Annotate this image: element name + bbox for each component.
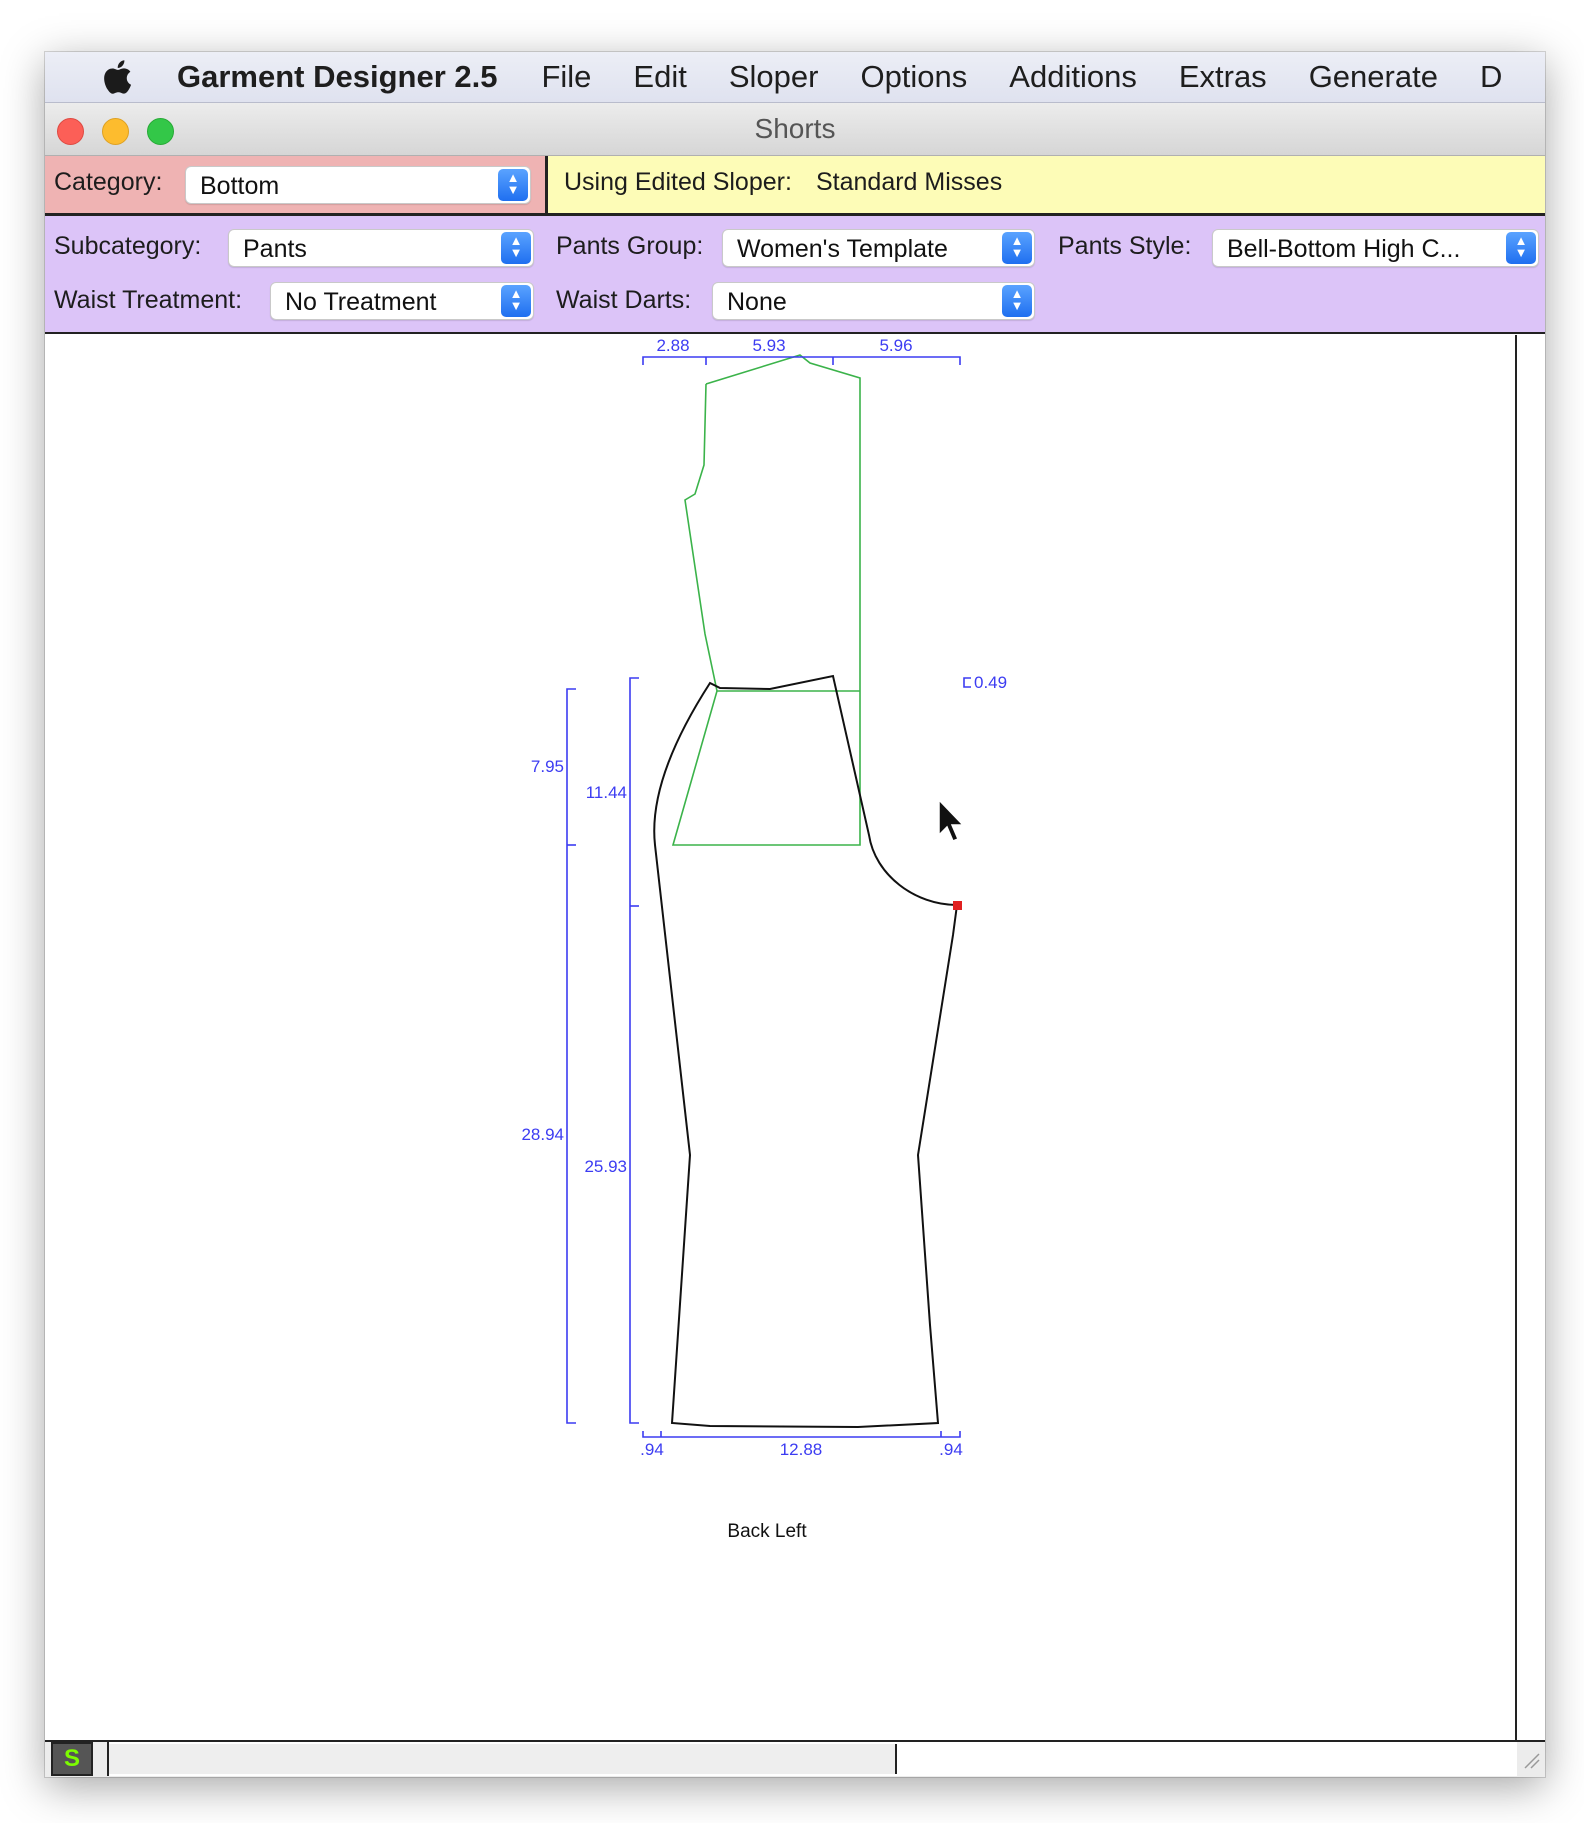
app-name-menu[interactable]: Garment Designer 2.5 [177, 59, 498, 94]
status-indicator[interactable]: S [51, 1742, 93, 1776]
pants-group-select[interactable] [722, 229, 1035, 267]
side-dim-label: 28.94 [521, 1125, 564, 1144]
subcategory-label: Subcategory: [54, 232, 202, 260]
menu-file[interactable]: File [541, 59, 592, 94]
dimension-labels [521, 336, 1007, 1459]
side-dim-label: 11.44 [585, 783, 627, 802]
pants-group-value: Women's Template [737, 235, 948, 263]
menu-sloper[interactable]: Sloper [728, 59, 819, 94]
horizontal-scrollbar[interactable] [107, 1742, 1517, 1776]
sloper-outline [673, 355, 860, 845]
bottom-dim-label: .94 [939, 1440, 963, 1459]
menu-truncated[interactable]: D [1479, 59, 1503, 94]
pants-group-label: Pants Group: [556, 232, 704, 260]
sloper-panel [548, 156, 1545, 216]
category-label: Category: [54, 168, 163, 196]
top-dim-label: 2.88 [656, 336, 690, 355]
bottom-dim-label: .94 [640, 1440, 664, 1459]
window-title: Shorts [754, 113, 836, 144]
subcategory-value: Pants [243, 235, 307, 263]
pattern-piece-label: Back Left [727, 1521, 807, 1542]
pattern-outline [654, 676, 957, 1427]
category-value: Bottom [200, 172, 280, 200]
menu-options[interactable]: Options [860, 59, 968, 94]
extra-dim-label: 0.49 [974, 673, 1008, 692]
chevron-updown-icon: ▲ ▼ [501, 285, 531, 317]
waist-darts-select[interactable] [712, 282, 1035, 320]
menu-bar [45, 52, 1545, 103]
waist-darts-label: Waist Darts: [556, 286, 692, 314]
mouse-cursor-icon [939, 800, 963, 841]
app-window [45, 52, 1545, 1777]
sloper-label: Using Edited Sloper: [564, 168, 792, 196]
menu-additions[interactable]: Additions [1009, 59, 1137, 94]
pattern-canvas[interactable] [45, 335, 1545, 1740]
chevron-updown-icon: ▲ ▼ [501, 232, 531, 264]
chevron-updown-icon: ▲ ▼ [1002, 285, 1032, 317]
waist-darts-value: None [727, 288, 787, 316]
chevron-updown-icon: ▲ ▼ [498, 169, 528, 201]
subcategory-select[interactable] [228, 229, 534, 267]
waist-treatment-select[interactable] [270, 282, 534, 320]
sloper-value: Standard Misses [816, 168, 1003, 196]
menu-edit[interactable]: Edit [633, 59, 687, 94]
window-titlebar [45, 103, 1545, 156]
scrollbar-thumb[interactable] [109, 1744, 897, 1774]
chevron-updown-icon: ▲ ▼ [1002, 232, 1032, 264]
pants-options-panel [45, 216, 1545, 334]
waist-treatment-label: Waist Treatment: [54, 286, 243, 314]
pants-style-value: Bell-Bottom High C... [1227, 235, 1461, 263]
top-dim-label: 5.96 [879, 336, 913, 355]
pattern-drawing [45, 335, 1515, 1740]
pattern-point-marker[interactable] [953, 901, 962, 910]
bottom-dim-label: 12.88 [779, 1440, 823, 1459]
side-dim-label: 25.93 [584, 1157, 627, 1176]
menu-extras[interactable]: Extras [1178, 59, 1267, 94]
menu-generate[interactable]: Generate [1308, 59, 1438, 94]
chevron-updown-icon: ▲ ▼ [1506, 232, 1536, 264]
category-panel [45, 156, 548, 216]
pants-style-label: Pants Style: [1058, 232, 1192, 260]
vertical-scroll-edge [1515, 335, 1517, 1740]
pants-style-select[interactable] [1212, 229, 1539, 267]
category-row [45, 156, 1545, 216]
top-dim-label: 5.93 [752, 336, 786, 355]
dimension-lines [567, 357, 971, 1437]
category-select[interactable] [185, 166, 531, 204]
waist-treatment-value: No Treatment [285, 288, 437, 316]
status-bar [45, 1740, 1545, 1777]
side-dim-label: 7.95 [530, 757, 564, 776]
apple-icon[interactable] [89, 59, 145, 95]
resize-grip-icon[interactable] [1521, 1750, 1541, 1770]
